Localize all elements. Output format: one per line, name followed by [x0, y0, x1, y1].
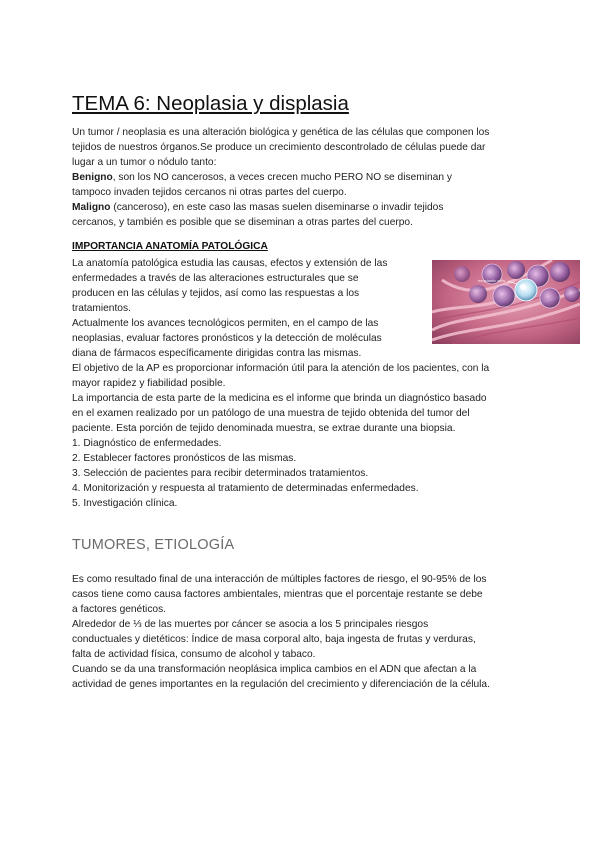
- list-item-pronostico: 2. Establecer factores pronósticos de las mismas.: [72, 453, 297, 464]
- importancia-heading: IMPORTANCIA ANATOMÍA PATOLÓGICA: [72, 241, 268, 252]
- list-item-diagnostico: 1. Diagnóstico de enfermedades.: [72, 438, 222, 449]
- importancia-paragraph: [72, 256, 489, 511]
- benigno-line-2: tampoco invaden tejidos cercanos ni otras partes del cuerpo.: [72, 187, 347, 198]
- importancia-line: La anatomía patológica estudia las causas, efectos y extensión de las: [72, 258, 388, 269]
- maligno-line-1: [72, 200, 489, 215]
- importancia-line: enfermedades a través de las alteraciones estructurales que se: [72, 273, 359, 284]
- tumor-cells-image: [432, 260, 580, 344]
- figure-caption: neoplastic cells: [478, 278, 506, 283]
- etiologia-line: a factores genéticos.: [72, 604, 167, 615]
- benigno-text-1: , son los NO cancerosos, a veces crecen mucho PERO NO se diseminan y: [112, 172, 452, 183]
- document-title: TEMA 6: Neoplasia y displasia: [72, 92, 349, 115]
- etiologia-line: Alrededor de ⅓ de las muertes por cáncer se asocia a los 5 principales riesgos: [72, 619, 429, 630]
- benigno-line-1: [72, 170, 489, 185]
- importancia-line: en el examen realizado por un patólogo de una muestra de tejido obtenida del tumor del: [72, 408, 470, 419]
- list-item-seleccion: 3. Selección de pacientes para recibir determinados tratamientos.: [72, 468, 369, 479]
- etiologia-paragraph: [72, 572, 490, 692]
- etiologia-line: Cuando se da una transformación neoplásica implica cambios en el ADN que afectan a la: [72, 664, 477, 675]
- etiologia-line: falta de actividad física, consumo de alcohol y tabaco.: [72, 649, 316, 660]
- intro-line-2: tejidos de nuestros órganos.Se produce un crecimiento descontrolado de células puede dar: [72, 142, 486, 153]
- list-item-investigacion: 5. Investigación clínica.: [72, 498, 178, 509]
- importancia-line: paciente. Esta porción de tejido denominada muestra, se extrae durante una biopsia.: [72, 423, 456, 434]
- importancia-line: Actualmente los avances tecnológicos permiten, en el campo de las: [72, 318, 379, 329]
- importancia-line: El objetivo de la AP es proporcionar información útil para la atención de los pacientes, con la: [72, 363, 490, 374]
- etiologia-line: casos tiene como causa factores ambientales, mientras que el porcentaje restante se debe: [72, 589, 483, 600]
- benigno-term: Benigno: [72, 172, 113, 183]
- importancia-line: La importancia de esta parte de la medicina es el informe que brinda un diagnóstico basado: [72, 393, 487, 404]
- etiologia-line: conductuales y dietéticos: Índice de masa corporal alto, baja ingesta de frutas y verduras,: [72, 634, 476, 645]
- list-item-monitorizacion: 4. Monitorización y respuesta al tratamiento de determinadas enfermedades.: [72, 483, 419, 494]
- intro-paragraph: [72, 125, 489, 230]
- etiologia-line: Es como resultado final de una interacción de múltiples factores de riesgo, el 90-95% de los: [72, 574, 487, 585]
- importancia-line: tratamientos.: [72, 303, 131, 314]
- etiologia-heading: TUMORES, ETIOLOGÍA: [72, 537, 235, 553]
- importancia-line: producen en las células y tejidos, así como las respuestas a los: [72, 288, 360, 299]
- importancia-line: diana de fármacos específicamente dirigidas contra las mismas.: [72, 348, 362, 359]
- maligno-line-2: cercanos, y también es posible que se diseminan a otras partes del cuerpo.: [72, 217, 413, 228]
- intro-line-3: lugar a un tumor o nódulo tanto:: [72, 157, 217, 168]
- intro-line-1: Un tumor / neoplasia es una alteración biológica y genética de las células que componen los: [72, 127, 490, 138]
- tumor-cells-illustration: [432, 260, 580, 344]
- maligno-term: Maligno: [72, 202, 111, 213]
- importancia-line: mayor rapidez y fiabilidad posible.: [72, 378, 226, 389]
- maligno-text-1: (canceroso), en este caso las masas suelen diseminarse o invadir tejidos: [110, 202, 444, 213]
- etiologia-line: actividad de genes importantes en la regulación del crecimiento y diferenciación de la célula.: [72, 679, 490, 690]
- importancia-line: neoplasias, evaluar factores pronósticos y la detección de moléculas: [72, 333, 382, 344]
